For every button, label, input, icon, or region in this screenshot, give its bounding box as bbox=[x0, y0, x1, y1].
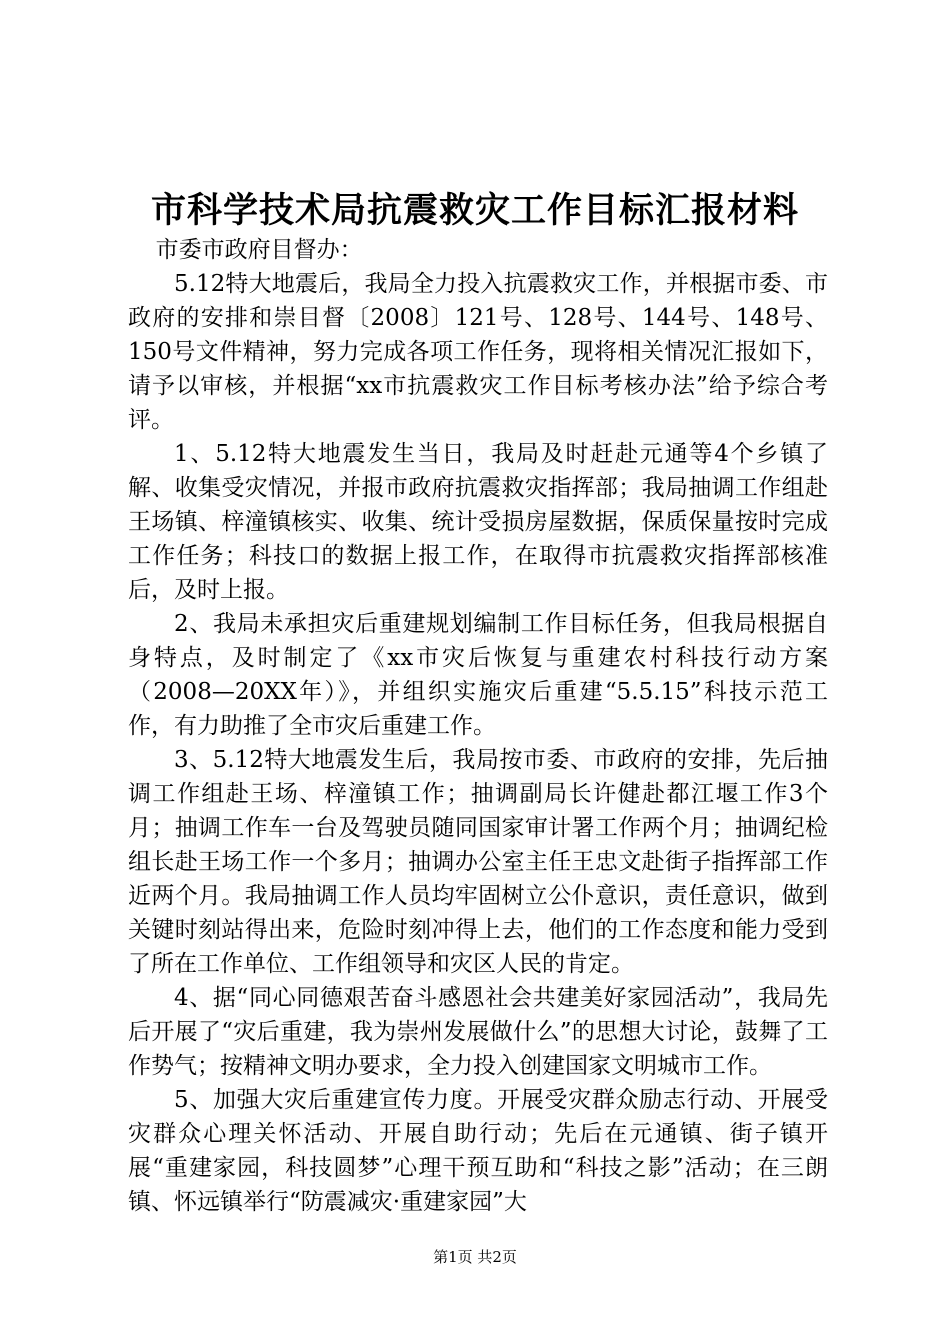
salutation: 市委市政府目督办： bbox=[155, 237, 363, 263]
paragraph-item-5: 5、加强大灾后重建宣传力度。开展受灾群众励志行动、开展受灾群众心理关怀活动、开展自助行动；先后在元通镇、街子镇开展“重建家园，科技圆梦”心理干预互助和“科技之影”活动；在三朗镇、怀远镇举行“防震减灾·重建家园”大 bbox=[128, 1087, 828, 1215]
paragraph-intro: 5.12特大地震后，我局全力投入抗震救灾工作，并根据市委、市政府的安排和崇目督〔2008〕121号、128号、144号、148号、150号文件精神，努力完成各项工作任务，现将相关情况汇报如下，请予以审核，并根据“xx市抗震救灾工作目标考核办法”给予综合考评。 bbox=[128, 271, 828, 433]
document-body bbox=[128, 233, 828, 1219]
paragraph-item-3: 3、5.12特大地震发生后，我局按市委、市政府的安排，先后抽调工作组赴王场、梓潼镇工作；抽调副局长许健赴都江堰工作3个月；抽调工作车一台及驾驶员随同国家审计署工作两个月；抽调纪检组长赴王场工作一个多月；抽调办公室主任王忠文赴街子指挥部工作近两个月。我局抽调工作人员均牢固树立公仆意识，责任意识，做到关键时刻站得出来，危险时刻冲得上去，他们的工作态度和能力受到了所在工作单位、工作组领导和灾区人民的肯定。 bbox=[128, 747, 828, 977]
document-title: 市科学技术局抗震救灾工作目标汇报材料 bbox=[150, 190, 799, 231]
paragraph-item-2: 2、我局未承担灾后重建规划编制工作目标任务，但我局根据自身特点，及时制定了《xx市灾后恢复与重建农村科技行动方案（2008—20XX年）》，并组织实施灾后重建“5.5.15”科技示范工作，有力助推了全市灾后重建工作。 bbox=[128, 611, 828, 739]
page-number-footer: 第1页 共2页 bbox=[433, 1248, 517, 1266]
paragraph-item-1: 1、5.12特大地震发生当日，我局及时赶赴元通等4个乡镇了解、收集受灾情况，并报市政府抗震救灾指挥部；我局抽调工作组赴王场镇、梓潼镇核实、收集、统计受损房屋数据，保质保量按时完成工作任务；科技口的数据上报工作，在取得市抗震救灾指挥部核准后，及时上报。 bbox=[128, 441, 828, 603]
paragraph-item-4: 4、据“同心同德艰苦奋斗感恩社会共建美好家园活动”，我局先后开展了“灾后重建，我为崇州发展做什么”的思想大讨论，鼓舞了工作势气；按精神文明办要求，全力投入创建国家文明城市工作。 bbox=[128, 985, 828, 1079]
